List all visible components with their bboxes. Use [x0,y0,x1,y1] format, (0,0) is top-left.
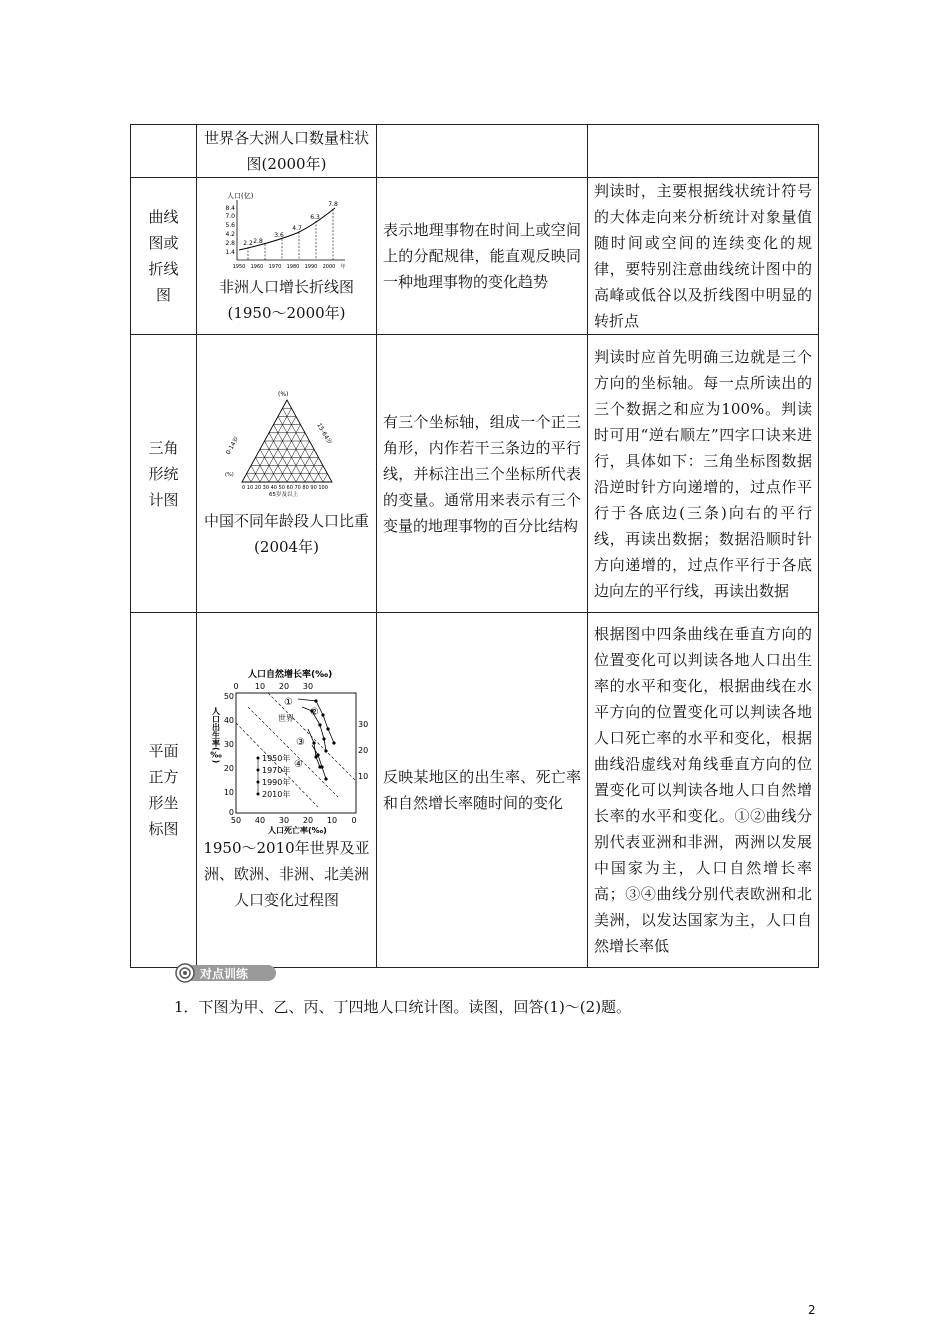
sq-left-tick: 10 [223,788,234,797]
sq-top-tick: 10 [254,682,265,691]
sq-bottom-tick: 0 [350,816,357,825]
tri-bottom-label: 65岁及以上 [268,491,298,498]
question-text: 1．下图为甲、乙、丙、丁四地人口统计图。读图，回答(1)～(2)题。 [174,998,632,1016]
chart-type-cell: 三角形统计图 [131,335,197,613]
chart-type-cell: 曲线图或折线图 [131,178,197,335]
table-row [131,125,819,178]
grid-line [269,424,301,481]
value-label: 6.3 [309,214,320,221]
sq-top-tick: 30 [302,682,313,691]
meaning-cell: 表示地理事物在时间上或空间上的分配规律，能直观反映同一种地理事物的变化趋势 [377,178,588,335]
curve-label-4: ④ [293,759,303,770]
page-number: 2 [808,1303,816,1317]
grid-line [287,441,310,482]
meaning-cell: 反映某地区的出生率、死亡率和自然增长率随时间的变化 [377,613,588,968]
example-cell [197,613,377,968]
grid-line [282,408,323,482]
value-label: 7.8 [327,201,338,208]
example-caption: 1950～2010年世界及亚洲、欧洲、非洲、北美洲人口变化过程图 [203,839,370,909]
x-tick: 1990 [304,264,317,270]
chart-type-cell: 平面正方形坐标图 [131,613,197,968]
sq-top-tick: 20 [278,682,289,691]
value-label: 2.2 [242,240,253,247]
sq-bottom-tick: 20 [302,816,313,825]
chart-types-table [130,124,819,968]
tri-unit: (%) [224,471,234,478]
table-row [131,178,819,335]
square-chart [208,667,366,835]
sq-right-tick: 20 [357,746,368,755]
tri-bottom-ticks: 0 10 20 30 40 50 60 70 80 90 100 [241,484,328,491]
tri-top-label: (%) [277,390,288,398]
chart-type-cell [131,125,197,178]
table-row [131,335,819,613]
curve-label-2: ② [309,707,319,718]
sq-left-tick: 50 [223,692,234,701]
grid-line [264,441,287,482]
line-chart-ylabel: 人口(亿) [226,192,253,200]
table-row [131,613,819,968]
curve-label-1: ① [283,697,293,708]
grid-line [246,473,251,481]
sq-bottom-tick: 30 [278,816,289,825]
legend-item: 2010年 [261,790,290,799]
sq-xlabel: 人口死亡率(‰) [267,826,327,835]
sq-right-tick: 30 [357,720,368,729]
value-label: 2.8 [252,238,263,245]
triangle-chart [219,388,355,500]
legend-item: 1970年 [261,766,290,775]
x-tick: 年 [339,264,346,270]
sq-left-tick: 40 [223,716,234,725]
sq-bottom-tick: 10 [326,816,337,825]
example-caption: 非洲人口增长折线图(1950～2000年) [218,278,354,322]
x-tick: 1970 [268,264,281,270]
legend-item: 1950年 [261,754,290,763]
y-tick: 1.4 [224,249,235,256]
method-cell: 判读时，主要根据线状统计符号的大体走向来分析统计对象量值随时间或空间的连续变化的规律，要特别注意曲线统计图中的高峰或低谷以及折线图中明显的转折点 [588,178,819,335]
tri-right-label: 15-64岁 [314,421,333,446]
value-label: 4.7 [291,225,302,232]
y-tick: 8.4 [224,205,235,212]
sq-ylabel: 人口出生率(‰) [211,707,220,764]
legend-item: 1990年 [261,778,290,787]
tri-left-label: 0-14岁 [224,434,241,456]
y-tick: 5.6 [224,222,235,229]
sq-left-tick: 30 [223,740,234,749]
sq-top-tick: 0 [232,682,239,691]
sq-title: 人口自然增长率(‰) [247,670,332,680]
world-label: 世界 [277,714,294,723]
example-cell [197,125,377,178]
grid-line [273,424,305,481]
y-tick: 2.8 [224,240,235,247]
meaning-cell [377,125,588,178]
line-chart [217,188,357,274]
x-tick: 1980 [286,264,299,270]
x-tick: 2000 [322,264,335,270]
training-badge [174,962,278,984]
y-tick: 7.0 [224,213,235,220]
sq-left-tick: 20 [223,764,234,773]
x-tick: 1960 [250,264,263,270]
example-cell [197,335,377,613]
example-cell [197,178,377,335]
curve-label-3: ③ [295,737,305,748]
x-tick: 1950 [232,264,245,270]
y-tick: 4.2 [224,231,235,238]
sq-left-tick: 0 [228,808,234,817]
training-label: 对点训练 [200,967,249,981]
sq-bottom-tick: 50 [230,816,241,825]
method-cell: 根据图中四条曲线在垂直方向的位置变化可以判读各地人口出生率的水平和变化，根据曲线在水平方向的位置变化可以判读各地人口死亡率的水平和变化，根据曲线沿虚线对角线垂直方向的位置变化可以判读各地人口自然增长率的水平和变化。①②曲线分别代表亚洲和非洲，两洲以发展中国家为主，人口自然增长率高；③④曲线分别代表欧洲和北美洲，以发达国家为主，人口自然增长率低 [588,613,819,968]
meaning-cell: 有三个坐标轴，组成一个正三角形，内作若干三条边的平行线，并标注出三个坐标所代表的变量。通常用来表示有三个变量的地理事物的百分比结构 [377,335,588,613]
grid-line [323,473,328,481]
sq-right-tick: 10 [357,772,368,781]
grid-line [251,408,292,482]
method-cell [588,125,819,178]
example-caption: 中国不同年龄段人口比重(2004年) [203,511,369,556]
sq-bottom-tick: 40 [254,816,265,825]
method-cell: 判读时应首先明确三边就是三个方向的坐标轴。每一点所读出的三个数据之和应为100%。判读时可用“逆右顺左”四字口诀来进行，具体如下：三角坐标图数据沿逆时针方向递增的，过点作平行于各底边(三条)向右的平行线，再读出数据；数据沿顺时针方向递增的，过点作平行于各底边向左的平行线，再读出数据 [588,335,819,613]
value-label: 3.6 [273,232,284,239]
example-caption: 世界各大洲人口数量柱状图(2000年) [203,129,369,173]
